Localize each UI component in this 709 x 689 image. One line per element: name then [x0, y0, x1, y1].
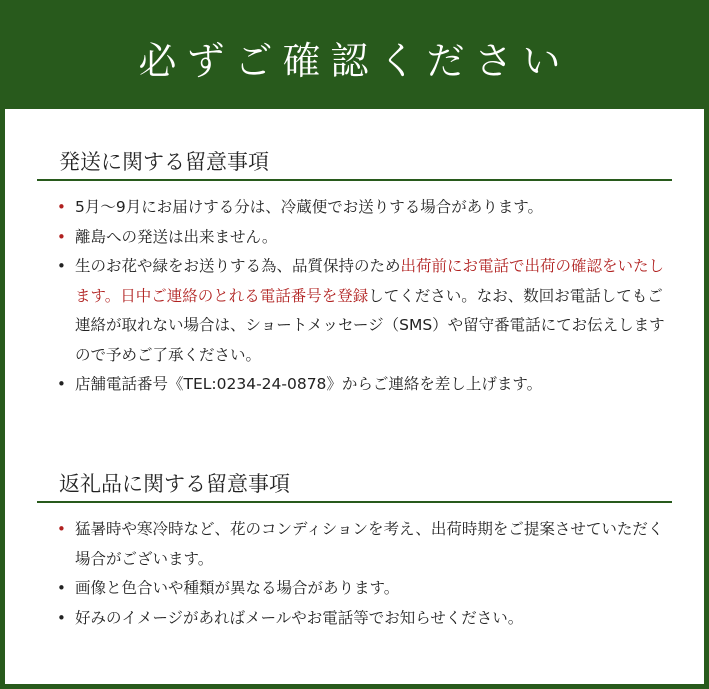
section-heading-shipping: 発送に関する留意事項 [37, 145, 672, 181]
list-item [57, 604, 672, 634]
shipping-notes-section [37, 145, 672, 400]
bullet-icon: • [57, 579, 66, 597]
bullet-icon: • [57, 198, 66, 216]
note-text: 画像と色合いや種類が異なる場合があります。 [75, 579, 400, 597]
note-text: 生のお花や緑をお送りする為、品質保持のため [75, 257, 401, 275]
note-text: 離島への発送は出来ません。 [75, 227, 278, 246]
list-item [57, 223, 672, 253]
header-banner [5, 5, 704, 109]
list-item [57, 370, 672, 400]
list-item [57, 515, 672, 574]
note-text: 猛暑時や寒冷時など、花のコンディションを考え、出荷時期をご提案させていただく場合がございます。 [75, 520, 664, 568]
shipping-notes-list [37, 193, 672, 400]
return-gift-notes-list [37, 515, 672, 633]
section-heading-return-gift: 返礼品に関する留意事項 [37, 467, 672, 503]
list-item [57, 252, 672, 370]
note-text-emphasis: 出荷前にお電話で出荷の確認をいたします。日中ご連絡のとれる電話番号を登録 [75, 257, 665, 305]
bullet-icon: • [57, 227, 66, 246]
note-text: 5月～9月にお届けする分は、冷蔵便でお送りする場合があります。 [75, 198, 543, 216]
page-title: 必ずご確認ください [138, 38, 571, 83]
list-item [57, 193, 672, 223]
bullet-icon: • [57, 608, 66, 627]
return-gift-notes-section [37, 467, 672, 633]
list-item [57, 574, 672, 604]
bullet-icon: • [57, 520, 66, 538]
bullet-icon: • [57, 375, 66, 393]
note-text: してください。なお、数回お電話してもご連絡が取れない場合は、ショートメッセージ（SMS）や留守番電話にてお伝えしますので予めご了承ください。 [75, 286, 665, 364]
bullet-icon: • [57, 257, 66, 275]
note-text: 店舗電話番号《TEL:0234-24-0878》からご連絡を差し上げます。 [75, 375, 543, 393]
note-text: 好みのイメージがあればメールやお電話等でお知らせください。 [75, 608, 524, 627]
